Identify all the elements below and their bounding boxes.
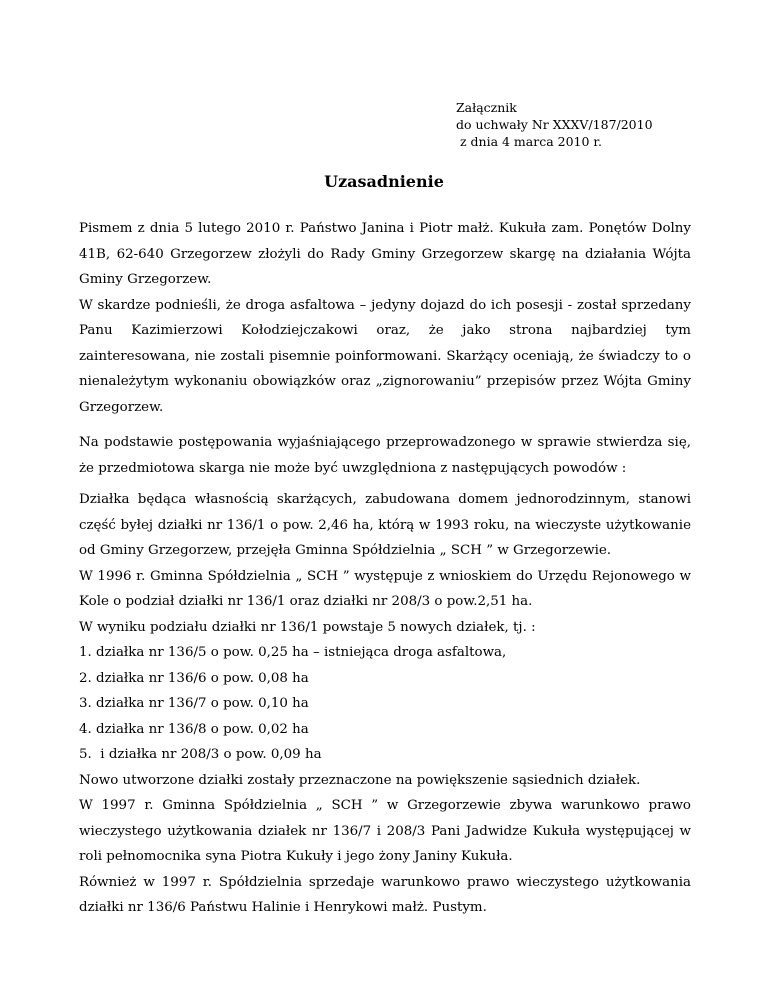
paragraph-plot-ownership: Działka będąca własnością skarżących, zabudowana domem jednorodzinnym, stanowi część byłej działki nr 136/1 o pow. 2,46 ha, którą w 1993 roku, na wieczyste użytkowanie od Gminy Grzegorzew, przejęła Gminna Spółdzielnia „ SCH ” w Grzegorzewie.: [79, 492, 691, 558]
paragraph-1997-sale: W 1997 r. Gminna Spółdzielnia „ SCH ” w Grzegorzewie zbywa warunkowo prawo wieczystego użytkowania działek nr 136/7 i 208/3 Pani Jadwidze Kukuła występującej w roli pełnomocnika syna Piotra Kukuły i jego żony Janiny Kukuła.: [79, 798, 691, 864]
list-item: 3. działka nr 136/7 o pow. 0,10 ha: [79, 696, 309, 711]
annex-header: [456, 99, 653, 150]
annex-line-1: Załącznik: [456, 100, 517, 115]
annex-line-3: z dnia 4 marca 2010 r.: [456, 134, 603, 149]
paragraph-1997-second-sale: Również w 1997 r. Spółdzielnia sprzedaje warunkowo prawo wieczystego użytkowania działki nr 136/6 Państwu Halinie i Henrykowi małż. Pustym.: [79, 874, 691, 915]
paragraph-division-request: W 1996 r. Gminna Spółdzielnia „ SCH ” występuje z wnioskiem do Urzędu Rejonowego w Kole o podział działki nr 136/1 oraz działki nr 208/3 o pow.2,51 ha.: [79, 568, 691, 609]
paragraph-complaint-details: W skardze podnieśli, że droga asfaltowa – jedyny dojazd do ich posesji - został sprzedany Panu Kazimierzowi Kołodziejczakowi oraz, że jako strona najbardziej tym zainteresowana, nie zostali pisemnie poinformowani. Skarżący oceniają, że świadczy to o nienależytym wykonaniu obowiązków oraz „zignorowaniu” przepisów przez Wójta Gminy Grzegorzew.: [79, 297, 691, 415]
list-item: 1. działka nr 136/5 o pow. 0,25 ha – istniejąca droga asfaltowa,: [79, 645, 507, 660]
paragraph-findings-intro: Na podstawie postępowania wyjaśniającego przeprowadzonego w sprawie stwierdza się, że przedmiotowa skarga nie może być uwzględniona z następujących powodów :: [79, 435, 691, 476]
list-item: 2. działka nr 136/6 o pow. 0,08 ha: [79, 670, 309, 686]
paragraph-complaint: Pismem z dnia 5 lutego 2010 r. Państwo Janina i Piotr małż. Kukuła zam. Ponętów Dolny 41B, 62-640 Grzegorzew złożyli do Rady Gminy Grzegorzew skargę na działania Wójta Gminy Grzegorzew.: [79, 221, 691, 287]
annex-line-2: do uchwały Nr XXXV/187/2010: [456, 117, 653, 132]
list-item: 4. działka nr 136/8 o pow. 0,02 ha: [79, 721, 309, 737]
document-title: Uzasadnienie: [324, 172, 444, 191]
paragraph-division-result: W wyniku podziału działki nr 136/1 powstaje 5 nowych działek, tj. :: [79, 619, 536, 635]
list-item: 5. i działka nr 208/3 o pow. 0,09 ha: [79, 747, 322, 762]
paragraph-new-plots: Nowo utworzone działki zostały przeznaczone na powiększenie sąsiednich działek.: [79, 772, 641, 788]
document-body: [79, 216, 691, 921]
